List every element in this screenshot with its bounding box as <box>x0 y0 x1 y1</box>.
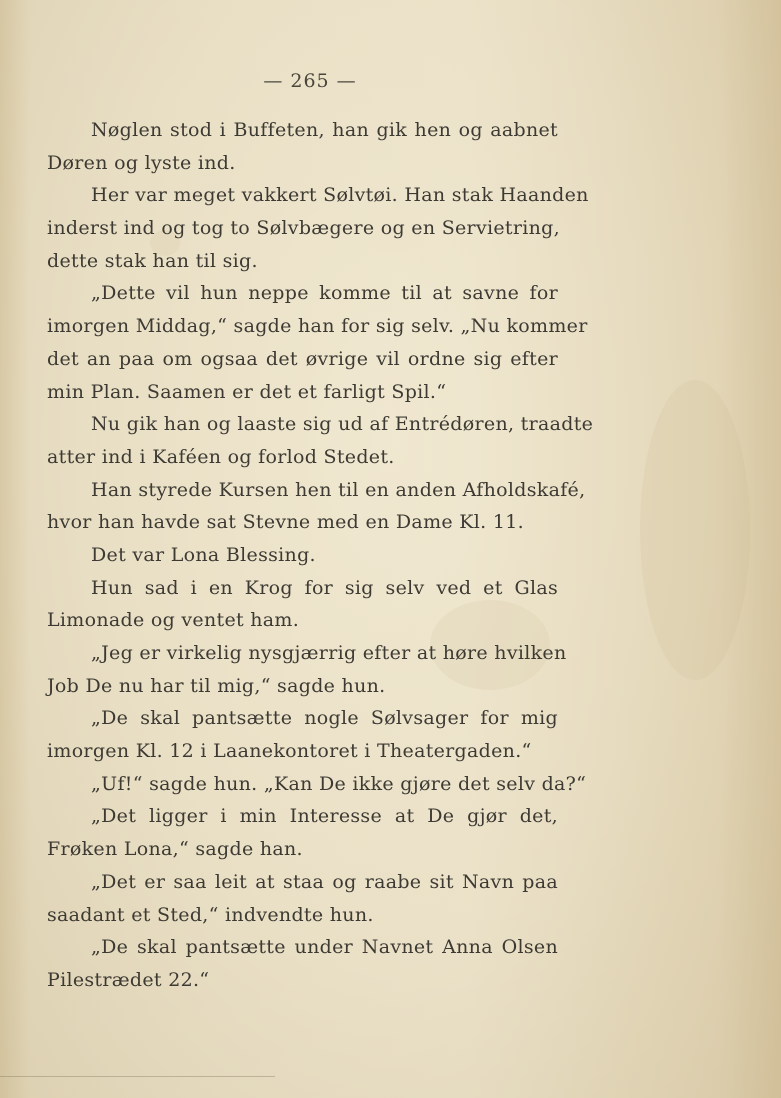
text-line: Nøglen stod i Buffeten, han gik hen og aabnet <box>91 119 558 141</box>
text-line: Han styrede Kursen hen til en anden Afholdskafé, <box>91 478 586 501</box>
body-text <box>47 114 594 997</box>
text-line: Nu gik han og laaste sig ud af Entrédøren, traadte <box>91 413 594 436</box>
text-line: Det var Lona Blessing. <box>91 543 316 566</box>
paper-stain <box>640 380 750 680</box>
text-line: Pilestrædet 22.“ <box>47 968 210 991</box>
text-line: „Jeg er virkelig nysgjærrig efter at høre hvilken <box>91 642 567 664</box>
text-line: Frøken Lona,“ sagde han. <box>47 838 303 861</box>
text-line: Her var meget vakkert Sølvtøi. Han stak Haanden <box>91 184 589 207</box>
text-line: „Det ligger i min Interesse at De gjør det, <box>91 805 558 828</box>
text-line: imorgen Middag,“ sagde han for sig selv. „Nu kommer <box>47 315 588 338</box>
text-line: inderst ind og tog to Sølvbægere og en Servietring, <box>47 217 560 240</box>
text-line: „De skal pantsætte nogle Sølvsager for mig <box>91 707 558 730</box>
text-line: atter ind i Kaféen og forlod Stedet. <box>47 445 395 468</box>
text-line: Hun sad i en Krog for sig selv ved et Glas <box>91 576 558 599</box>
text-line: Job De nu har til mig,“ sagde hun. <box>47 674 386 697</box>
text-line: min Plan. Saamen er det et farligt Spil.“ <box>47 380 447 403</box>
text-line: „Uf!“ sagde hun. „Kan De ikke gjøre det selv da?“ <box>91 772 587 795</box>
text-line: Limonade og ventet ham. <box>47 609 300 632</box>
text-line: „De skal pantsætte under Navnet Anna Olsen <box>91 936 558 959</box>
text-line: det an paa om ogsaa det øvrige vil ordne sig efter <box>47 347 558 370</box>
text-line: dette stak han til sig. <box>47 249 258 272</box>
text-line: saadant et Sted,“ indvendte hun. <box>47 903 374 926</box>
text-line: „Det er saa leit at staa og raabe sit Navn paa <box>91 870 558 893</box>
text-line: imorgen Kl. 12 i Laanekontoret i Theatergaden.“ <box>47 740 532 763</box>
page-number: — 265 — <box>263 70 357 92</box>
text-line: Døren og lyste ind. <box>47 151 236 174</box>
text-line: hvor han havde sat Stevne med en Dame Kl. 11. <box>47 511 524 534</box>
text-line: „Dette vil hun neppe komme til at savne for <box>91 282 558 305</box>
bottom-edge-line <box>0 1076 275 1077</box>
